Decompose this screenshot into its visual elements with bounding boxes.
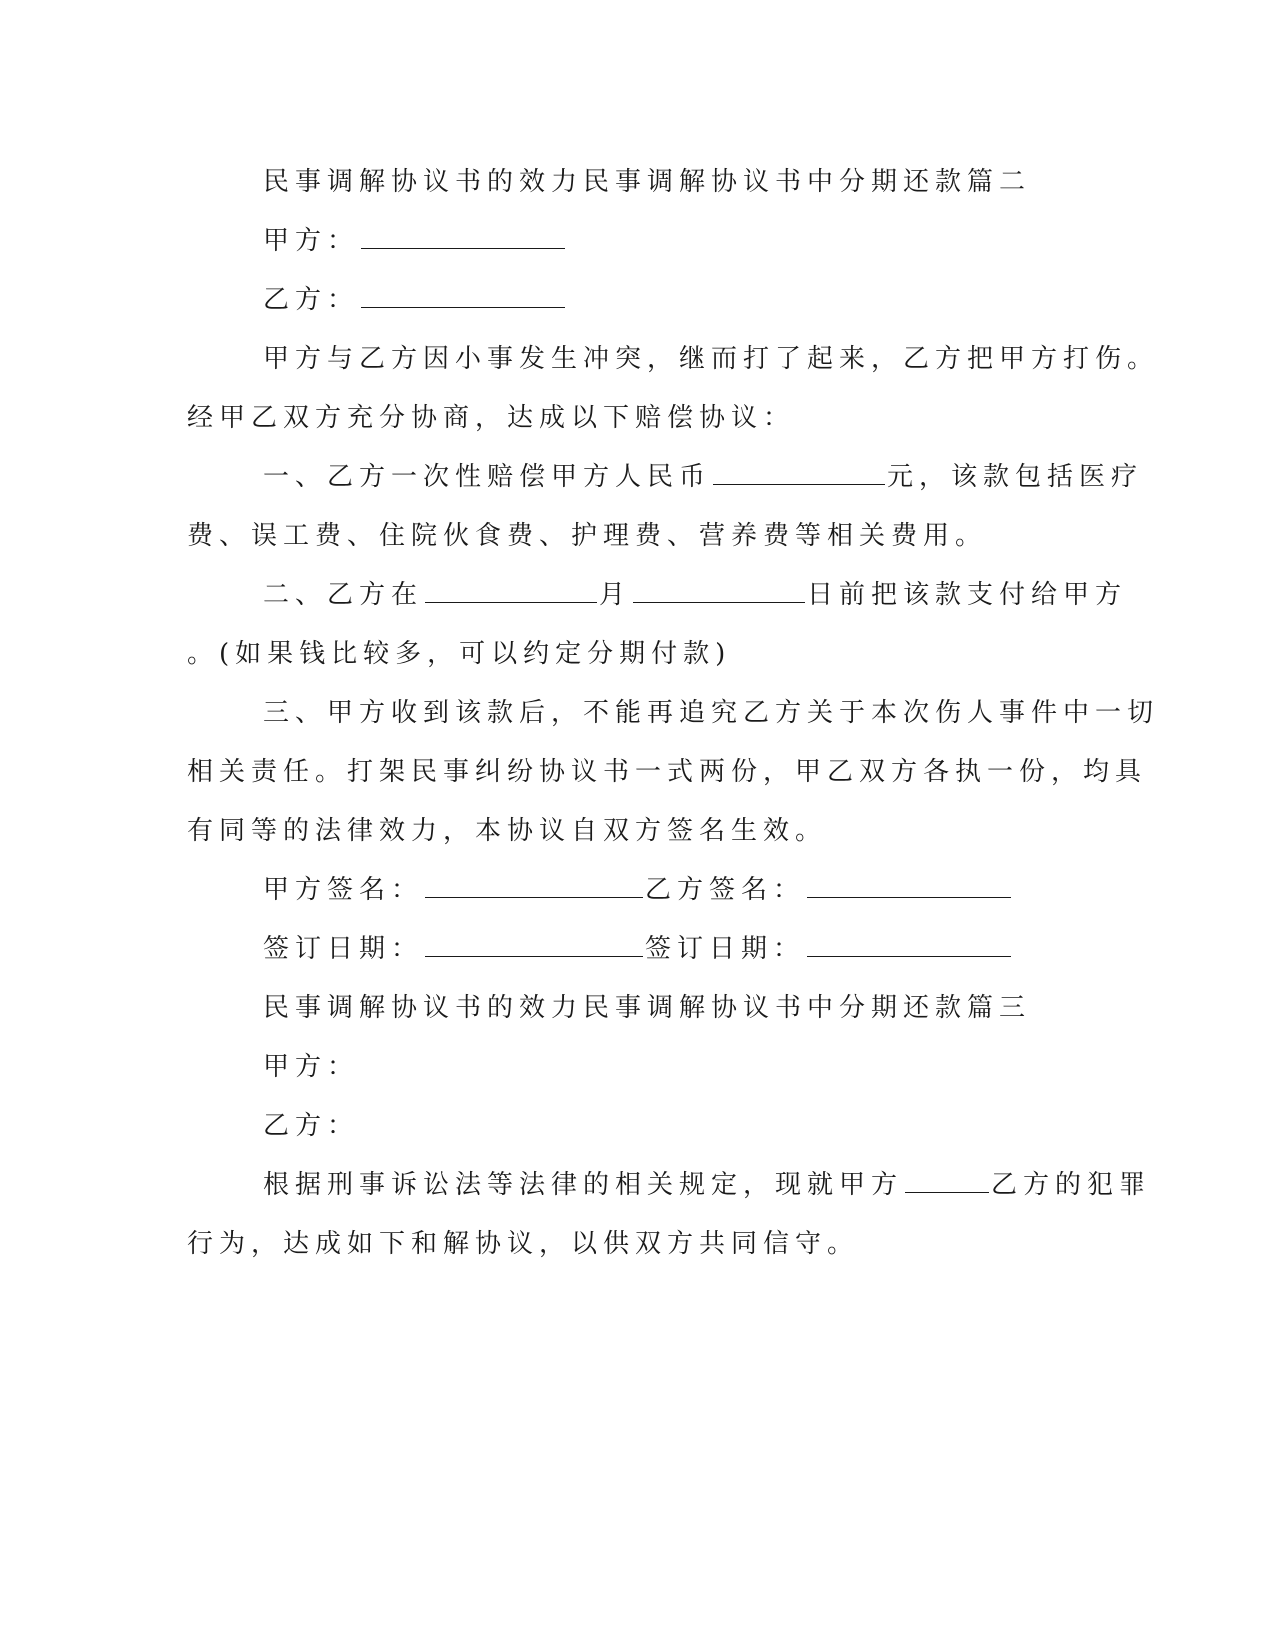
date-b-blank bbox=[807, 932, 1011, 957]
party-b-blank bbox=[361, 283, 565, 308]
date-line bbox=[0, 932, 1275, 966]
paragraph-text: 经甲乙双方充分协商，达成以下赔偿协议： bbox=[187, 403, 796, 433]
section-title-text: 民事调解协议书的效力民事调解协议书中分期还款篇二 bbox=[263, 167, 1032, 197]
paragraph-pre-text: 根据刑事诉讼法等法律的相关规定，现就甲方 bbox=[263, 1170, 904, 1200]
amount-blank bbox=[713, 460, 885, 485]
paragraph-line-2-text: 行为，达成如下和解协议，以供双方共同信守。 bbox=[187, 1229, 860, 1259]
item-3-line-3 bbox=[0, 814, 1275, 848]
party-a-blank bbox=[361, 224, 565, 249]
party-b-label: 乙方： bbox=[263, 285, 360, 315]
sign-b-label: 乙方签名： bbox=[645, 875, 806, 905]
party-a-label: 甲方： bbox=[263, 1052, 360, 1082]
party-b-line bbox=[0, 1109, 1275, 1143]
paragraph-line bbox=[0, 342, 1275, 376]
party-a-label: 甲方： bbox=[263, 226, 360, 256]
item-2-line-2 bbox=[0, 637, 1275, 671]
section-title-text: 民事调解协议书的效力民事调解协议书中分期还款篇三 bbox=[263, 993, 1032, 1023]
item-2-line bbox=[0, 578, 1275, 612]
paragraph-text: 甲方与乙方因小事发生冲突，继而打了起来，乙方把甲方打伤。 bbox=[263, 344, 1160, 374]
day-blank bbox=[633, 578, 805, 603]
item-2-mid-text: 月 bbox=[599, 580, 632, 610]
paragraph-line bbox=[0, 1168, 1275, 1202]
item-2-line-2-text: 。(如果钱比较多，可以约定分期付款) bbox=[187, 639, 732, 669]
paragraph-line-2 bbox=[0, 1227, 1275, 1261]
signature-line bbox=[0, 873, 1275, 907]
section-title bbox=[0, 991, 1275, 1025]
party-blank bbox=[905, 1168, 989, 1193]
party-b-line bbox=[0, 283, 1275, 317]
date-a-label: 签订日期： bbox=[263, 934, 424, 964]
sign-b-blank bbox=[807, 873, 1011, 898]
party-b-label: 乙方： bbox=[263, 1111, 360, 1141]
date-a-blank bbox=[425, 932, 643, 957]
item-3-line-1-text: 三、甲方收到该款后，不能再追究乙方关于本次伤人事件中一切 bbox=[263, 698, 1160, 728]
item-1-line-2-text: 费、误工费、住院伙食费、护理费、营养费等相关费用。 bbox=[187, 521, 988, 551]
date-b-label: 签订日期： bbox=[645, 934, 806, 964]
item-2-pre-text: 二、乙方在 bbox=[263, 580, 424, 610]
item-1-line-2 bbox=[0, 519, 1275, 553]
paragraph-line bbox=[0, 401, 1275, 435]
item-3-line bbox=[0, 696, 1275, 730]
item-3-line-2 bbox=[0, 755, 1275, 789]
party-a-line bbox=[0, 224, 1275, 258]
party-a-line bbox=[0, 1050, 1275, 1084]
item-1-pre-text: 一、乙方一次性赔偿甲方人民币 bbox=[263, 462, 712, 492]
sign-a-blank bbox=[425, 873, 643, 898]
paragraph-post-text: 乙方的犯罪 bbox=[991, 1170, 1152, 1200]
section-title bbox=[0, 165, 1275, 199]
sign-a-label: 甲方签名： bbox=[263, 875, 424, 905]
item-1-post-text: 元，该款包括医疗 bbox=[887, 462, 1144, 492]
item-3-line-3-text: 有同等的法律效力，本协议自双方签名生效。 bbox=[187, 816, 828, 846]
item-3-line-2-text: 相关责任。打架民事纠纷协议书一式两份，甲乙双方各执一份，均具 bbox=[187, 757, 1148, 787]
item-2-post-text: 日前把该款支付给甲方 bbox=[807, 580, 1128, 610]
month-blank bbox=[425, 578, 597, 603]
item-1-line bbox=[0, 460, 1275, 494]
